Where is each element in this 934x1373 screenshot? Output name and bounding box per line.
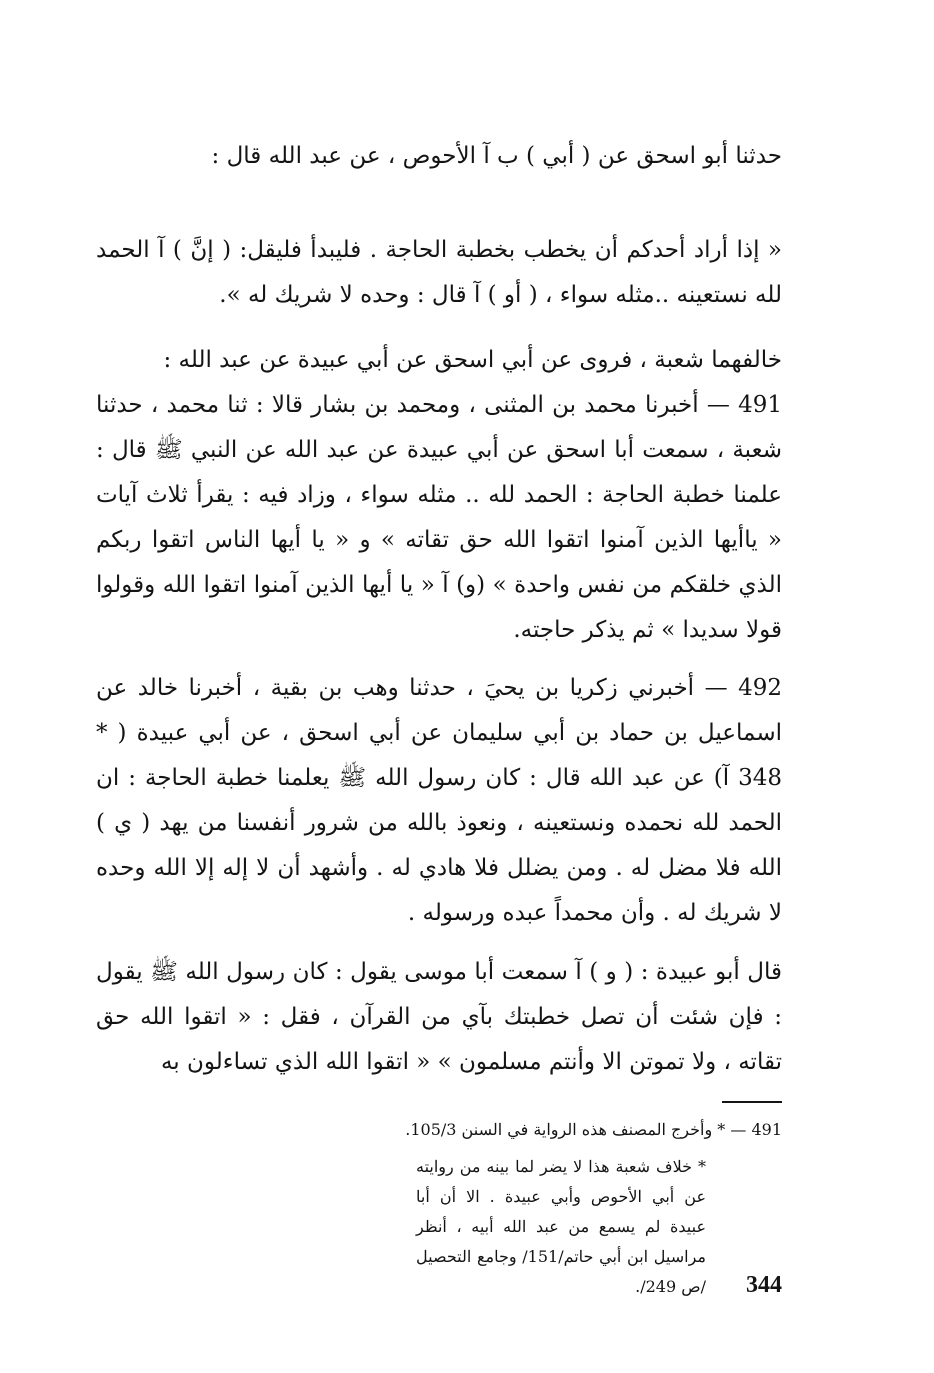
- footnote-asterisk: * خلاف شعبة هذا لا يضر لما بينه من روايته عن أبي الأحوص وأبي عبيدة . الا أن أبا عبيدة لم يسمع من عبد الله أبيه ، أنظر مراسيل ابن أبي حاتم/151/ وجامع التحصيل /ص 249/.: [416, 1157, 707, 1296]
- hadith-paragraph: « إذا أراد أحدكم أن يخطب بخطبة الحاجة . فليبدأ فليقل: ( إنَّ ) آ الحمد لله نستعينه ..مثله سواء ، ( أو ) آ قال : وحده لا شريك له ».: [96, 237, 782, 308]
- text-paragraph: خالفهما شعبة ، فروى عن أبي اسحق عن أبي عبيدة عن عبد الله :: [163, 347, 782, 373]
- footnote-491: 491 — * وأخرج المصنف هذه الرواية في السنن 105/3.: [405, 1120, 782, 1139]
- page-number: 344: [746, 1272, 782, 1298]
- text-paragraph: قال أبو عبيدة : ( و ) آ سمعت أبا موسى يقول : كان رسول الله ﷺ يقول : فإن شئت أن تصل خطبتك بآي من القرآن ، فقل : « اتقوا الله حق تقاته ، ولا تموتن الا وأنتم مسلمون » « اتقوا الله الذي تساءلون به: [96, 959, 782, 1075]
- hadith-492: 492 — أخبرني زكريا بن يحيَ ، حدثنا وهب بن بقية ، أخبرنا خالد عن اسماعيل بن حماد بن أبي سليمان عن أبي اسحق ، عن أبي عبيدة ( * 348 آ) عن عبد الله قال : كان رسول الله ﷺ يعلمنا خطبة الحاجة : ان الحمد لله نحمده ونستعينه ، ونعوذ بالله من شرور أنفسنا من يهد ( ي ) الله فلا مضل له . ومن يضلل فلا هادي له . وأشهد أن لا إله إلا الله وحده لا شريك له . وأن محمداً عبده ورسوله .: [96, 675, 782, 926]
- footnote-divider: [722, 1101, 782, 1103]
- opening-line: حدثنا أبو اسحق عن ( أبي ) ب آ الأحوص ، عن عبد الله قال :: [211, 143, 782, 169]
- hadith-491: 491 — أخبرنا محمد بن المثنى ، ومحمد بن بشار قالا : ثنا محمد ، حدثنا شعبة ، سمعت أبا اسحق عن أبي عبيدة عن عبد الله عن النبي ﷺ قال : علمنا خطبة الحاجة : الحمد لله .. مثله سواء ، وزاد فيه : يقرأ ثلاث آيات « ياأيها الذين آمنوا اتقوا الله حق تقاته » و « يا أيها الناس اتقوا ربكم الذي خلقكم من نفس واحدة » (و) آ « يا أيها الذين آمنوا اتقوا الله وقولوا قولا سديدا » ثم يذكر حاجته.: [96, 392, 782, 643]
